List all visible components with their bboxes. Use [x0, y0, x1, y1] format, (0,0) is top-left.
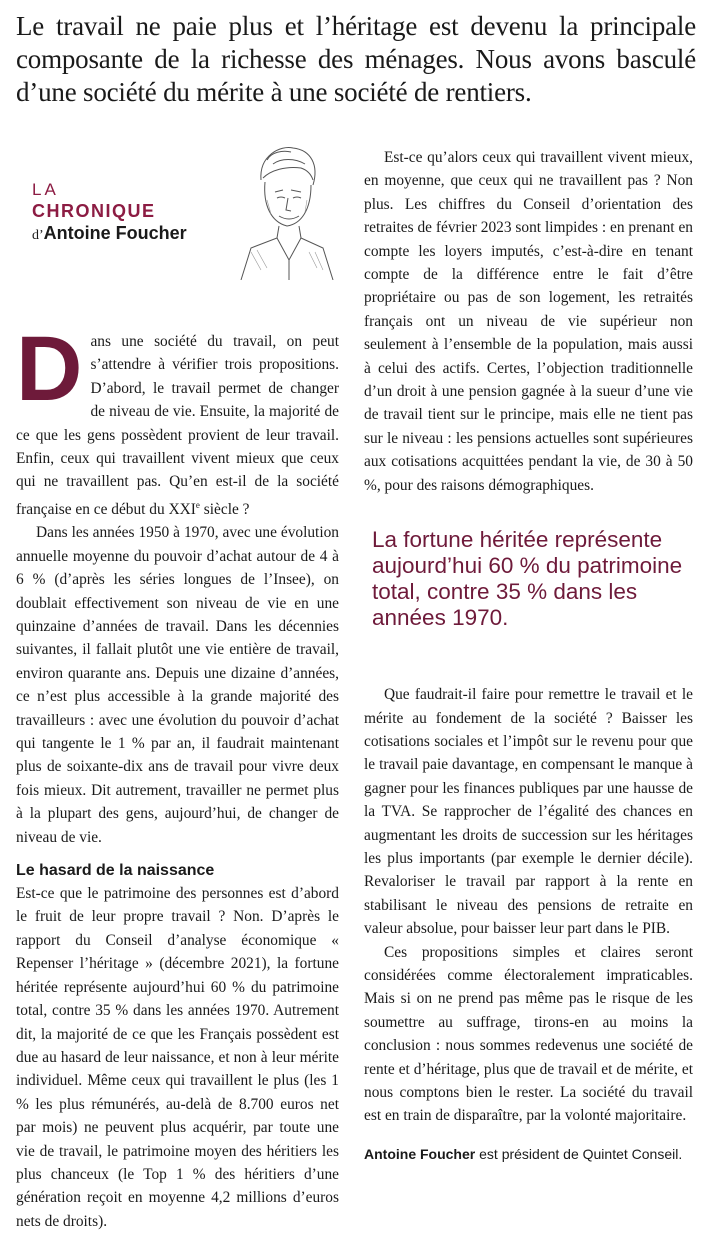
author-name: Antoine Foucher	[43, 223, 187, 243]
paragraph-1	[16, 318, 339, 521]
right-paragraph-1: Est-ce qu’alors ceux qui travaillent vivent mieux, en moyenne, que ceux qui ne travaillent pas ? Non plus. Les chiffres du Conseil d’orientation des retraites de février 2023 sont limpides : en prenant en compte les loyers imputés, c’est-à-dire en tenant compte de la différence entre le fait d’être propriétaire ou pas de son logement, les retraités français ont un niveau de vie supérieur non seulement à l’ensemble de la population, mais aussi à celui des actifs. Certes, l’objection traditionnelle d’un droit à une pension gagnée à la sueur d’une vie de travail tient sur le principe, mais elle ne tient pas sur le niveau : les pensions actuelles sont supérieures aux cotisations acquittées pendant la vie, de 30 à 50 %, pour des raisons démographiques.	[364, 149, 693, 494]
chronique-la: LA	[32, 180, 59, 199]
chronique-author	[32, 222, 187, 247]
author-portrait-icon	[231, 140, 336, 280]
right-paragraph-2: Que faudrait-il faire pour remettre le travail et le mérite au fondement de la société ? Baisser les cotisations sociales et l’impôt sur le revenu pour que le travail paie davantage, en compensant le manque à gagner pour les finances publiques par une hausse de la TVA. Se rapprocher de l’égalité des chances en augmentant les droits de succession sur les héritages les plus importants (par exemple le dernier décile). Revaloriser le travail par rapport à la rente en stabilisant le niveau des pensions de retraite en valeur absolue, pour baisser leur part dans le PIB.	[364, 686, 693, 938]
chronique-label	[32, 180, 187, 247]
paragraph-3: Est-ce que le patrimoine des personnes est d’abord le fruit de leur propre travail ? Non. D’après le rapport du Conseil d’analyse économique « Repenser l’héritage » (décembre 2021), la fortune héritée représente aujourd’hui 60 % du patrimoine total, contre 35 % dans les années 1970. Autrement dit, la majorité de ce que les Français possèdent est due au hasard de leur naissance, et non à leur mérite individuel. Même ceux qui travaillent le plus (les 1 % les plus rémunérés, au-delà de 8.700 euros net par mois) ne peuvent plus acquérir, par toute une vie de travail, le patrimoine moyen des héritiers les plus chanceux (le Top 1 % des héritiers d’une génération reçoit en moyenne 4,2 millions d’euros nets de droits).	[16, 885, 339, 1230]
chronique-title: CHRONIQUE	[32, 201, 156, 221]
paragraph-1-end: siècle ?	[199, 500, 250, 518]
author-prefix: d’	[32, 228, 44, 243]
subheading: Le hasard de la naissance	[16, 862, 215, 880]
lead-paragraph: Le travail ne paie plus et l’héritage est devenu la principale composante de la richesse des ménages. Nous avons basculé d’une société du mérite à une société de rentiers.	[16, 11, 696, 107]
right-column	[364, 146, 693, 1164]
century	[169, 501, 200, 518]
left-column	[16, 140, 339, 1233]
signature-text: est président de Quintet Conseil.	[475, 1145, 683, 1162]
century-numeral: XXI	[168, 500, 196, 518]
drop-cap: D	[16, 318, 83, 420]
right-paragraph-3: Ces propositions simples et claires seront considérées comme électoralement impraticables. Mais si on ne prend pas même pas le risque de les soumettre au suffrage, tirons-en au moins la conclusion : nous sommes redevenus une société de rente et d’héritage, plus que de travail et de mérite, et nous comptons bien le rester. La société du travail est en train de disparaître, par la volonté majoritaire.	[364, 943, 693, 1125]
paragraph-1-text: ans une société du travail, on peut s’attendre à vérifier trois propositions. D’abord, le travail permet de changer de niveau de vie. Ensuite, la majorité de ce que les gens possèdent provient de leur travail. Enfin, ceux qui travaillent vivent mieux que ceux qui ne travaillent pas. Qu’en est-il de la société française en ce début du	[16, 333, 339, 518]
signature	[364, 1144, 693, 1164]
century-sup: e	[195, 499, 200, 510]
chronique-header	[16, 140, 339, 330]
paragraph-2: Dans les années 1950 à 1970, avec une évolution annuelle moyenne du pouvoir d’achat autour de 4 à 6 % (d’après les séries longues de l’Insee), on doublait effectivement son niveau de vie en une quinzaine d’années de travail. Dans les décennies suivantes, il fallait plutôt une vie entière de travail, environ quarante ans. Depuis une dizaine d’années, ce n’est plus accessible à la grande majorité des travailleurs : avec une évolution du pouvoir d’achat qui tangente le 1 % par an, il faudrait maintenant plus de soixante-dix ans de travail pour vivre deux fois mieux. Dit autrement, travailler ne permet plus à la plupart des gens, aujourd’hui, de changer de niveau de vie.	[16, 524, 339, 846]
signature-name: Antoine Foucher	[364, 1145, 476, 1162]
pull-quote: La fortune héritée représente aujourd’hui 60 % du patrimoine total, contre 35 % dans les années 1970.	[372, 527, 683, 631]
